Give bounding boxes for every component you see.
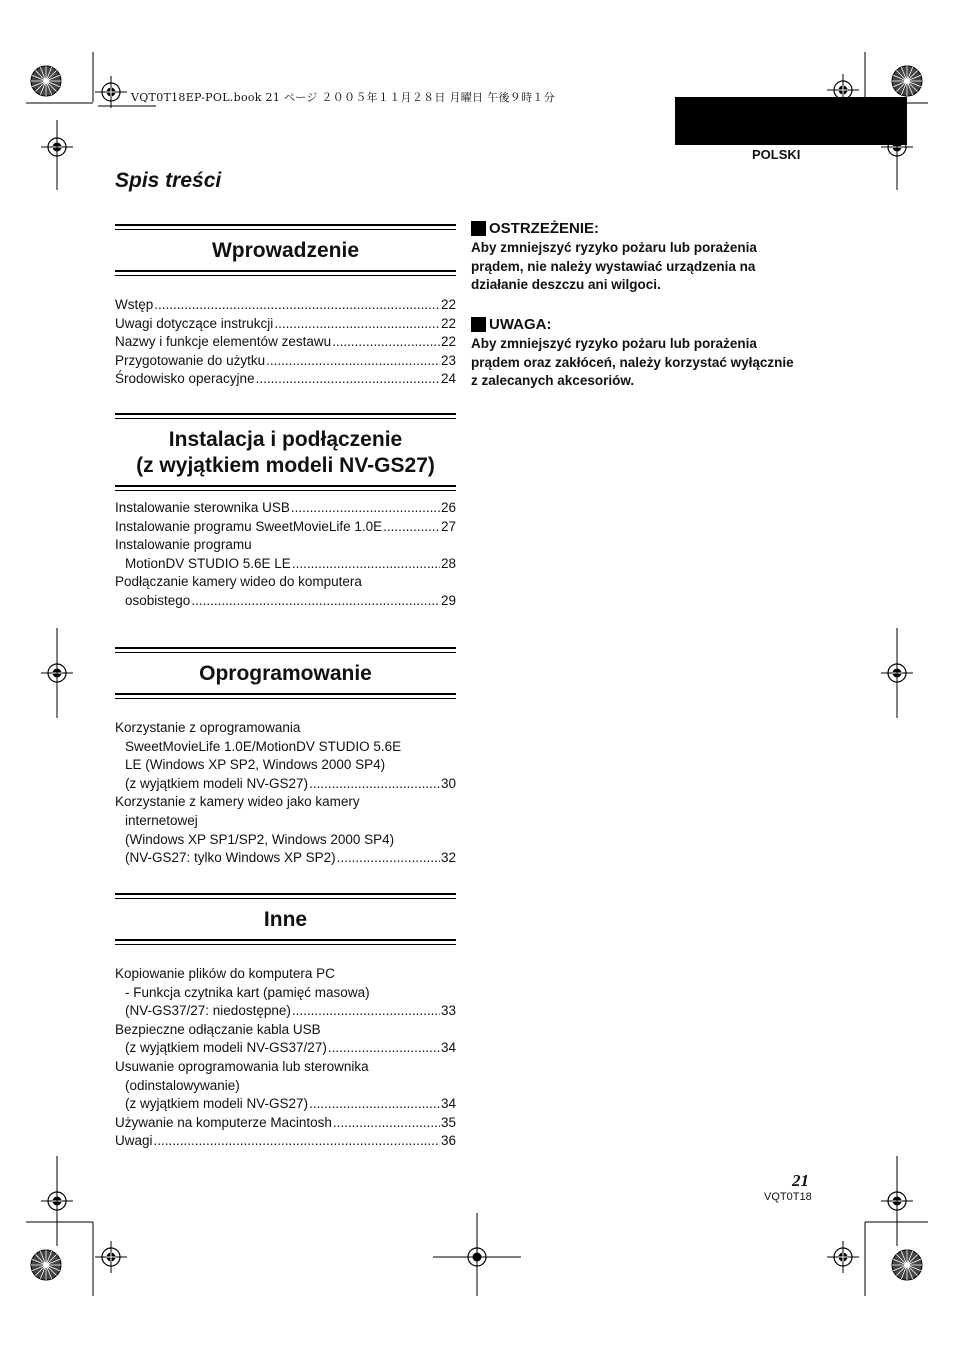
toc-entry-page: 36 — [440, 1133, 456, 1149]
section-rule-bottom-thin — [115, 944, 456, 945]
toc-entry-text: (NV-GS37/27: niedostępne) — [125, 1003, 291, 1019]
section-rule-top — [115, 893, 456, 895]
language-tab-bar — [675, 97, 907, 145]
leader-dots — [309, 1095, 440, 1114]
toc-entry-text: - Funkcja czytnika kart (pamięć masowa) — [125, 984, 370, 1000]
toc-entry-text: osobistego — [125, 592, 191, 608]
toc-entry-page: 22 — [440, 334, 456, 350]
leader-dots — [333, 1114, 440, 1133]
toc-entry-text: (z wyjątkiem modeli NV-GS37/27) — [125, 1040, 327, 1056]
caution-heading — [471, 316, 801, 333]
toc-entry-text: Przygotowanie do użytku — [115, 352, 266, 368]
toc-title: Spis treści — [115, 169, 222, 192]
toc-entry-text: Korzystanie z oprogramowania — [115, 720, 301, 735]
leader-dots — [154, 296, 440, 315]
leader-dots — [191, 592, 440, 611]
leader-dots — [266, 352, 440, 371]
section-rule-bottom — [115, 485, 456, 487]
caution-body: Aby zmniejszyć ryzyko pożaru lub porażenia prądem oraz zakłóceń, należy korzystać wyłącznie z zalecanych akcesoriów. — [471, 336, 794, 389]
section-heading-line: Instalacja i podłączenie — [168, 428, 403, 451]
toc-entry[interactable] — [115, 499, 456, 518]
toc-entry-page: 26 — [440, 500, 456, 515]
toc-entry-page: 24 — [440, 371, 456, 387]
toc-entry[interactable] — [115, 536, 456, 573]
section-rule-top — [115, 413, 456, 415]
toc-entry-text: (odinstalowywanie) — [125, 1077, 240, 1093]
toc-entry-text: Nazwy i funkcje elementów zestawu — [115, 334, 332, 350]
toc-entry[interactable] — [115, 1132, 456, 1151]
leader-dots — [292, 1002, 440, 1021]
section-rule-top — [115, 647, 456, 649]
toc-entry[interactable] — [115, 1114, 456, 1133]
toc-entry-page: 29 — [440, 592, 456, 608]
section-heading — [115, 419, 456, 485]
leader-dots — [256, 370, 440, 389]
toc-entry-text: Używanie na komputerze Macintosh — [115, 1114, 332, 1130]
warning-heading — [471, 220, 801, 237]
leader-dots — [332, 333, 440, 352]
section-rule-bottom — [115, 693, 456, 695]
section-rule-bottom-thin — [115, 275, 456, 276]
model-code: VQT0T18 — [764, 1191, 812, 1203]
toc-entry-text: SweetMovieLife 1.0E/MotionDV STUDIO 5.6E — [125, 738, 402, 754]
toc-entries — [115, 499, 456, 611]
toc-entries — [115, 296, 456, 389]
section-rule-bottom — [115, 939, 456, 941]
toc-entry[interactable] — [115, 352, 456, 371]
toc-entry-text: Podłączanie kamery wideo do komputera — [115, 574, 362, 590]
toc-entry[interactable] — [115, 1021, 456, 1058]
toc-entry[interactable] — [115, 518, 456, 537]
toc-entry-page: 32 — [440, 850, 456, 866]
toc-entry[interactable] — [115, 965, 456, 1021]
section-heading-line: Wprowadzenie — [211, 239, 359, 262]
leader-dots — [154, 1132, 440, 1151]
toc-entry-page: 35 — [440, 1114, 456, 1130]
toc-section-wprowadzenie — [115, 224, 456, 389]
toc-entry-page: 30 — [440, 775, 456, 791]
toc-entry[interactable] — [115, 1058, 456, 1114]
leader-dots — [328, 1039, 440, 1058]
section-heading-line: (z wyjątkiem modeli NV-GS27) — [136, 454, 435, 477]
page-number: 21 — [792, 1171, 809, 1190]
toc-entry[interactable] — [115, 333, 456, 352]
language-label: POLSKI — [752, 147, 801, 162]
toc-entry-text: internetowej — [125, 812, 198, 828]
toc-entry-text: (z wyjątkiem modeli NV-GS27) — [125, 1096, 309, 1112]
toc-entries — [115, 965, 456, 1151]
black-square-icon — [471, 317, 486, 332]
toc-entry-text: (NV-GS27: tylko Windows XP SP2) — [125, 850, 336, 866]
toc-entry[interactable] — [115, 315, 456, 334]
caution-notice — [471, 316, 801, 391]
toc-entry[interactable] — [115, 573, 456, 610]
leader-dots — [309, 775, 440, 794]
toc-entry-page: 28 — [440, 555, 456, 571]
toc-entry-text: Bezpieczne odłączanie kabla USB — [115, 1021, 321, 1037]
section-heading-line: Oprogramowanie — [199, 662, 372, 685]
leader-dots — [292, 555, 440, 574]
caution-heading-text: UWAGA: — [489, 316, 552, 333]
toc-section-oprogramowanie — [115, 647, 456, 868]
toc-entry[interactable] — [115, 296, 456, 315]
toc-section-instalacja — [115, 413, 456, 611]
toc-entry-text: (z wyjątkiem modeli NV-GS27) — [125, 775, 309, 791]
toc-entry-page: 34 — [440, 1040, 456, 1056]
toc-entry-text: LE (Windows XP SP2, Windows 2000 SP4) — [125, 757, 386, 773]
toc-entry-page: 27 — [440, 518, 456, 534]
toc-entry-text: Instalowanie programu — [115, 537, 252, 553]
toc-entry-text: Instalowanie sterownika USB — [115, 500, 290, 515]
toc-entry[interactable] — [115, 370, 456, 389]
toc-entry-text: Kopiowanie plików do komputera PC — [115, 966, 335, 981]
toc-entry-text: Środowisko operacyjne — [115, 371, 255, 387]
toc-entries — [115, 719, 456, 868]
toc-entry-text: MotionDV STUDIO 5.6E LE — [125, 555, 291, 571]
toc-entry-page: 23 — [440, 352, 456, 368]
toc-entry-text: Usuwanie oprogramowania lub sterownika — [115, 1058, 369, 1074]
warning-heading-text: OSTRZEŻENIE: — [489, 220, 600, 237]
leader-dots — [274, 315, 440, 334]
black-square-icon — [471, 221, 486, 236]
toc-entry-text: Wstęp — [115, 297, 154, 312]
toc-entry-text: Instalowanie programu SweetMovieLife 1.0E — [115, 518, 383, 534]
section-rule-bottom — [115, 270, 456, 272]
toc-entry-text: (Windows XP SP1/SP2, Windows 2000 SP4) — [125, 831, 395, 847]
toc-entry-page: 33 — [440, 1003, 456, 1019]
section-heading — [115, 899, 456, 939]
print-file-info: VQT0T18EP-POL.book 21 ページ ２００５年１１月２８日 月曜日 午後９時１分 — [131, 91, 556, 104]
toc-entry-text: Uwagi — [115, 1133, 153, 1149]
toc-entry[interactable] — [115, 719, 456, 793]
section-heading — [115, 230, 456, 270]
section-rule-bottom-thin — [115, 490, 456, 491]
leader-dots — [291, 499, 440, 518]
toc-entry-text: Uwagi dotyczące instrukcji — [115, 315, 274, 331]
leader-dots — [337, 849, 440, 868]
toc-entry[interactable] — [115, 793, 456, 867]
toc-entry-page: 34 — [440, 1096, 456, 1112]
warning-notice — [471, 220, 801, 295]
warning-body: Aby zmniejszyć ryzyko pożaru lub porażenia prądem, nie należy wystawiać urządzenia na działanie deszczu ani wilgoci. — [471, 240, 757, 293]
section-rule-bottom-thin — [115, 698, 456, 699]
toc-section-inne — [115, 893, 456, 1151]
section-rule-top — [115, 224, 456, 226]
toc-entry-page: 22 — [440, 315, 456, 331]
leader-dots — [383, 518, 440, 537]
toc-entry-text: Korzystanie z kamery wideo jako kamery — [115, 794, 360, 810]
section-heading-line: Inne — [263, 908, 308, 931]
toc-entry-page: 22 — [440, 297, 456, 312]
section-heading — [115, 653, 456, 693]
